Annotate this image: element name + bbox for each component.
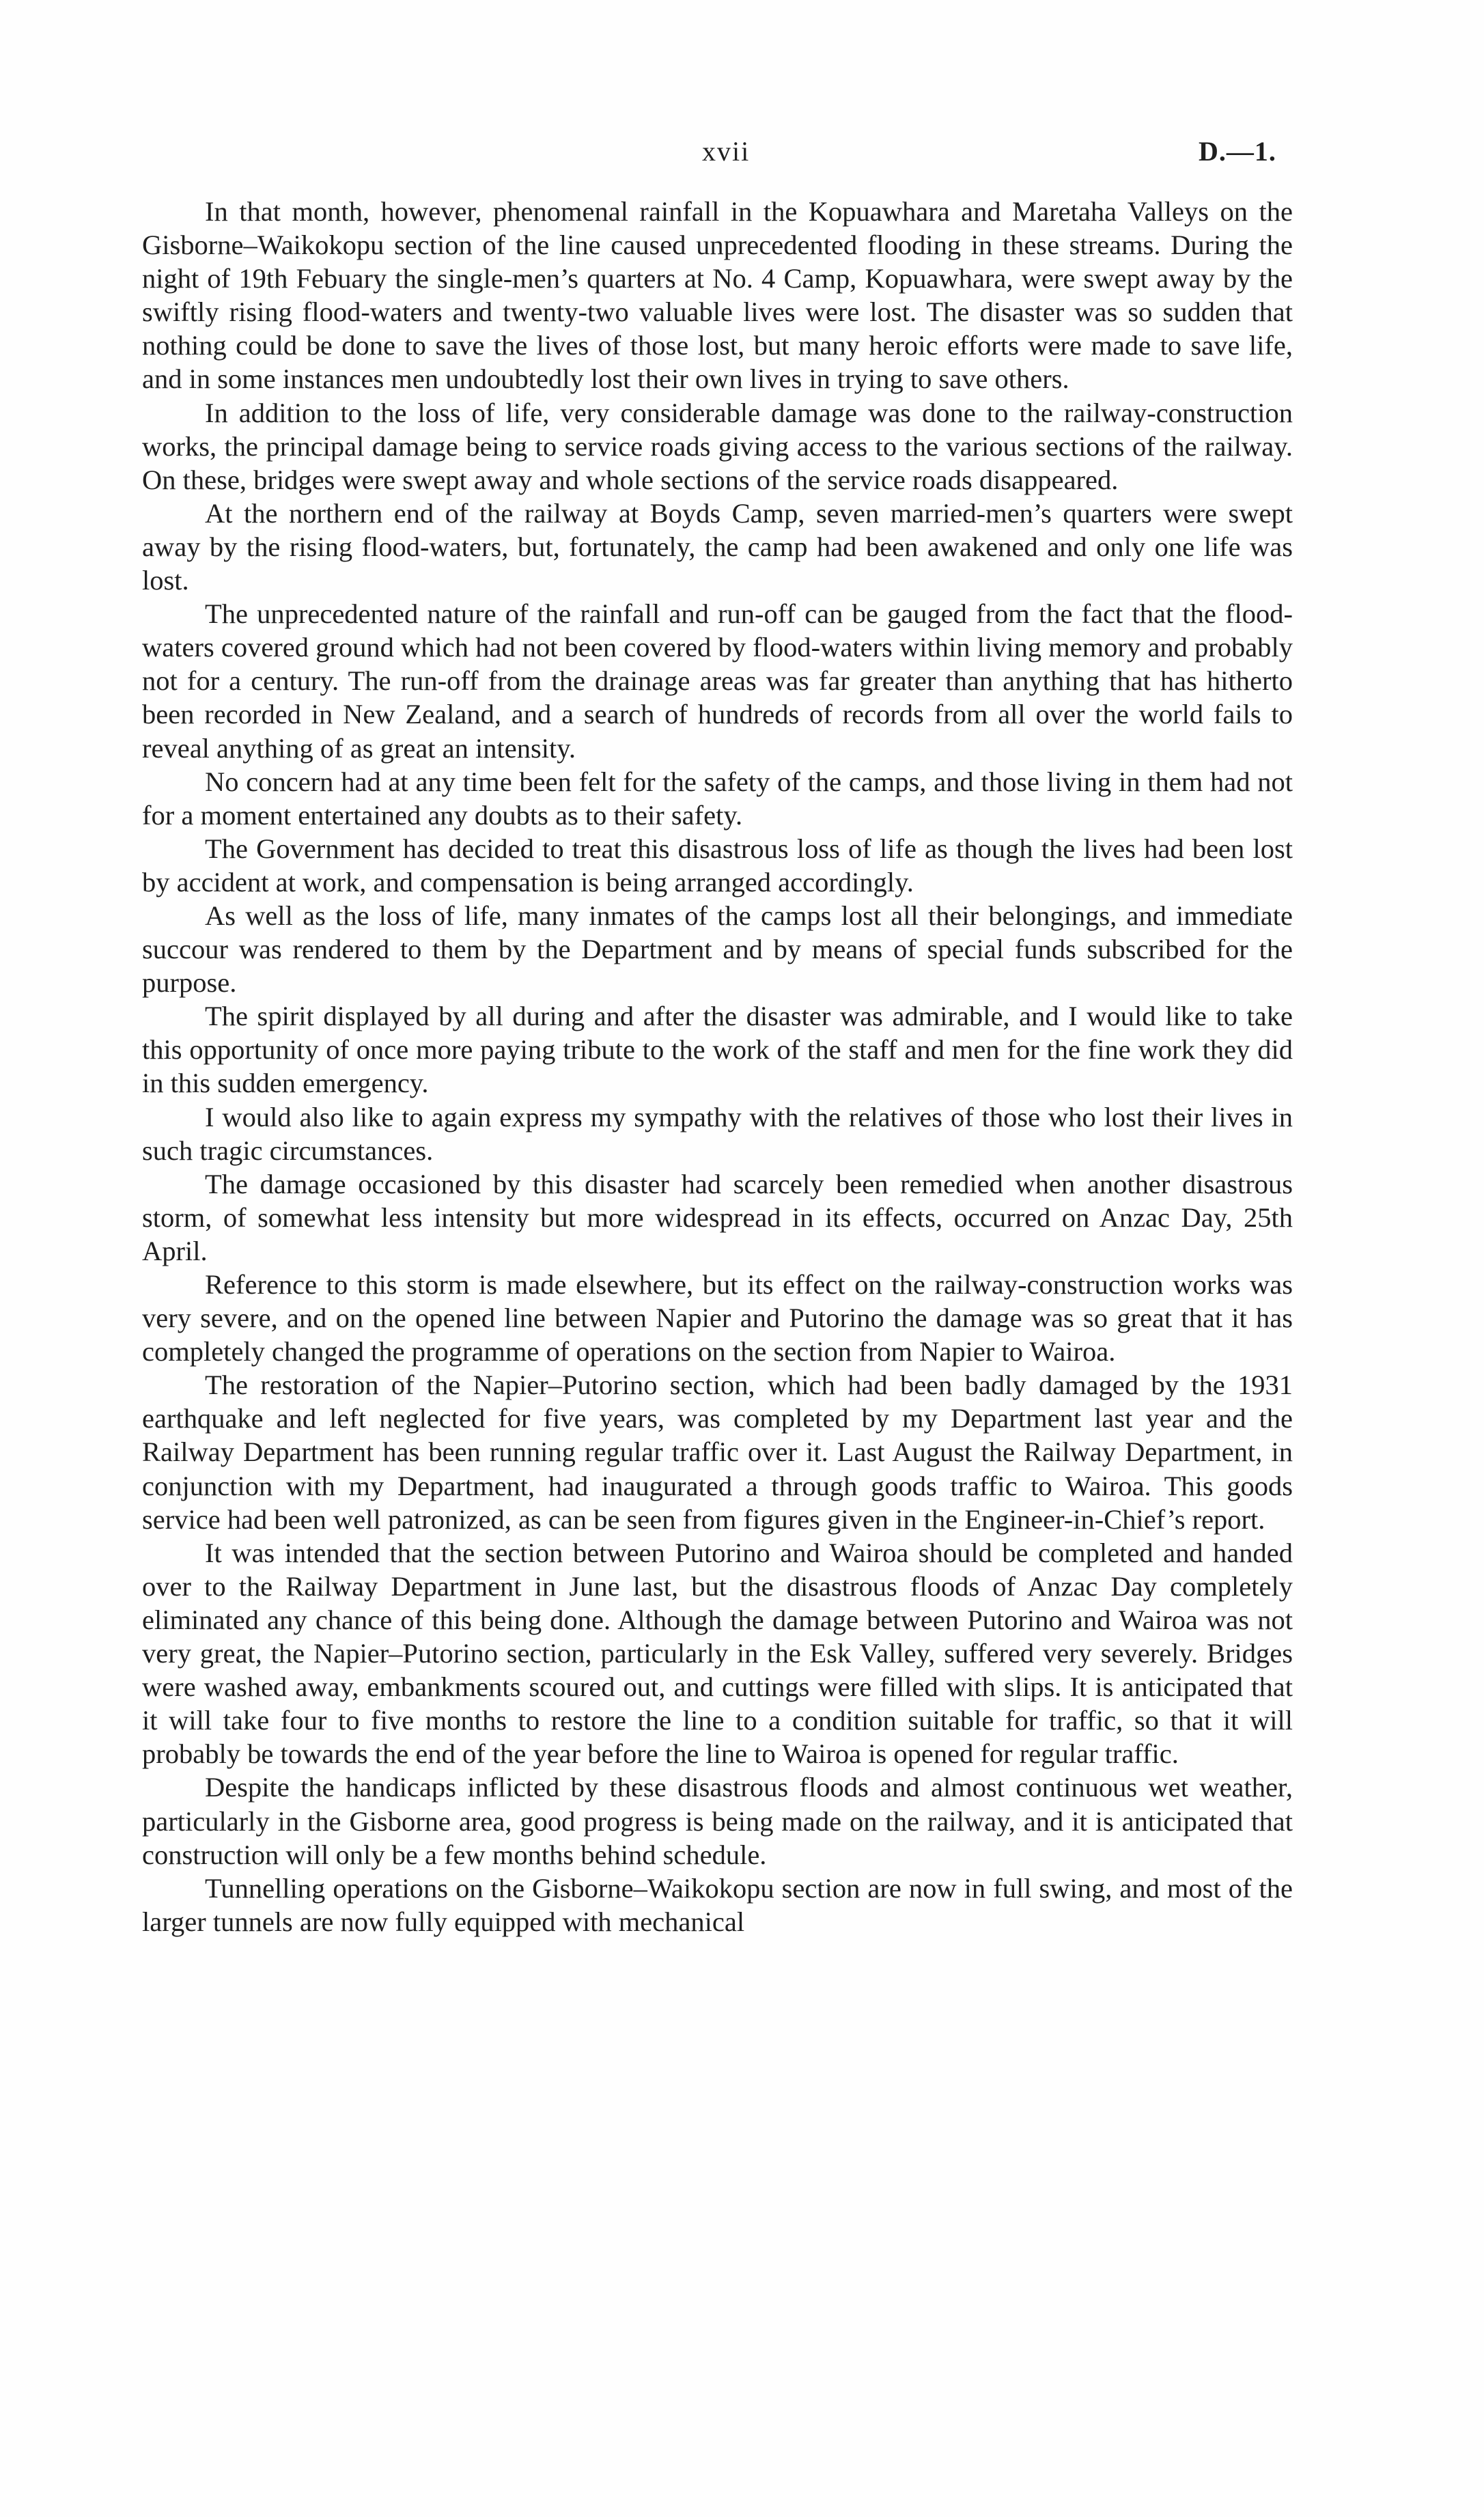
- paragraph: As well as the loss of life, many inmates of the camps lost all their belongings, and immediate succour was rendered to them by the Department and by means of special funds subscribed for the purpose.: [142, 900, 1293, 999]
- paragraph: At the northern end of the railway at Boyds Camp, seven married-men’s quarters were swept away by the rising flood-waters, but, fortunately, the camp had been awakened and only one life was lost.: [142, 497, 1293, 596]
- paragraph: The Government has decided to treat this disastrous loss of life as though the lives had been lost by accident at work, and compensation is being arranged accordingly.: [142, 833, 1293, 898]
- page-number: xvii: [702, 136, 751, 167]
- paragraph: The damage occasioned by this disaster had scarcely been remedied when another disastrous storm, of somewhat less intensity but more widespread in its effects, occurred on Anzac Day, 25th April.: [142, 1168, 1293, 1266]
- paragraph: In that month, however, phenomenal rainfall in the Kopuawhara and Maretaha Valleys on the Gisborne–Waikokopu section of the line caused unprecedented flooding in these streams. During the night of 19th Febuary the single-men’s quarters at No. 4 Camp, Kopuawhara, were swept away by the swiftly rising flood-waters and twenty-two valuable lives were lost. The disaster was so sudden that nothing could be done to save the lives of those lost, but many heroic efforts were made to save life, and in some instances men undoubtedly lost their own lives in trying to save others.: [142, 196, 1293, 395]
- paragraph: The restoration of the Napier–Putorino section, which had been badly damaged by the 1931 earthquake and left neglected for five years, was completed by my Department last year and the Railway Department has been running regular traffic over it. Last August the Railway Department, in conjunction with my Department, had inaugurated a through goods traffic to Wairoa. This goods service had been well patronized, as can be seen from figures given in the Engineer-in-Chief’s report.: [142, 1369, 1293, 1535]
- paragraph: Reference to this storm is made elsewhere, but its effect on the railway-construction works was very severe, and on the opened line between Napier and Putorino the damage was so great that it has completely changed the programme of operations on the section from Napier to Wairoa.: [142, 1269, 1293, 1367]
- page-header: [0, 135, 1484, 176]
- body-text: [142, 195, 1293, 1938]
- paragraph: No concern had at any time been felt for the safety of the camps, and those living in them had not for a moment entertained any doubts as to their safety.: [142, 766, 1293, 831]
- paragraph: The unprecedented nature of the rainfall and run-off can be gauged from the fact that the flood-waters covered ground which had not been covered by flood-waters within living memory and probably not for a century. The run-off from the drainage areas was far greater than anything that has hitherto been recorded in New Zealand, and a search of hundreds of records from all over the world fails to reveal anything of as great an intensity.: [142, 598, 1293, 764]
- paragraph: I would also like to again express my sympathy with the relatives of those who lost their lives in such tragic circumstances.: [142, 1101, 1293, 1166]
- paragraph: It was intended that the section between Putorino and Wairoa should be completed and handed over to the Railway Department in June last, but the disastrous floods of Anzac Day completely eliminated any chance of this being done. Although the damage between Putorino and Wairoa was not very great, the Napier–Putorino section, particularly in the Esk Valley, suffered very severely. Bridges were washed away, embankments scoured out, and cuttings were filled with slips. It is anticipated that it will take four to five months to restore the line to a condition suitable for traffic, so that it will probably be towards the end of the year before the line to Wairoa is opened for regular traffic.: [142, 1537, 1293, 1770]
- paragraph: The spirit displayed by all during and after the disaster was admirable, and I would like to take this opportunity of once more paying tribute to the work of the staff and men for the fine work they did in this sudden emergency.: [142, 1001, 1293, 1099]
- paragraph: Tunnelling operations on the Gisborne–Waikokopu section are now in full swing, and most of the larger tunnels are now fully equipped with mechanical: [142, 1872, 1293, 1937]
- document-reference: D.—1.: [1199, 136, 1276, 167]
- paragraph: Despite the handicaps inflicted by these disastrous floods and almost continuous wet weather, particularly in the Gisborne area, good progress is being made on the railway, and it is anticipated that construction will only be a few months behind schedule.: [142, 1772, 1293, 1870]
- paragraph: In addition to the loss of life, very considerable damage was done to the railway-construction works, the principal damage being to service roads giving access to the various sections of the railway. On these, bridges were swept away and whole sections of the service roads disappeared.: [142, 397, 1293, 495]
